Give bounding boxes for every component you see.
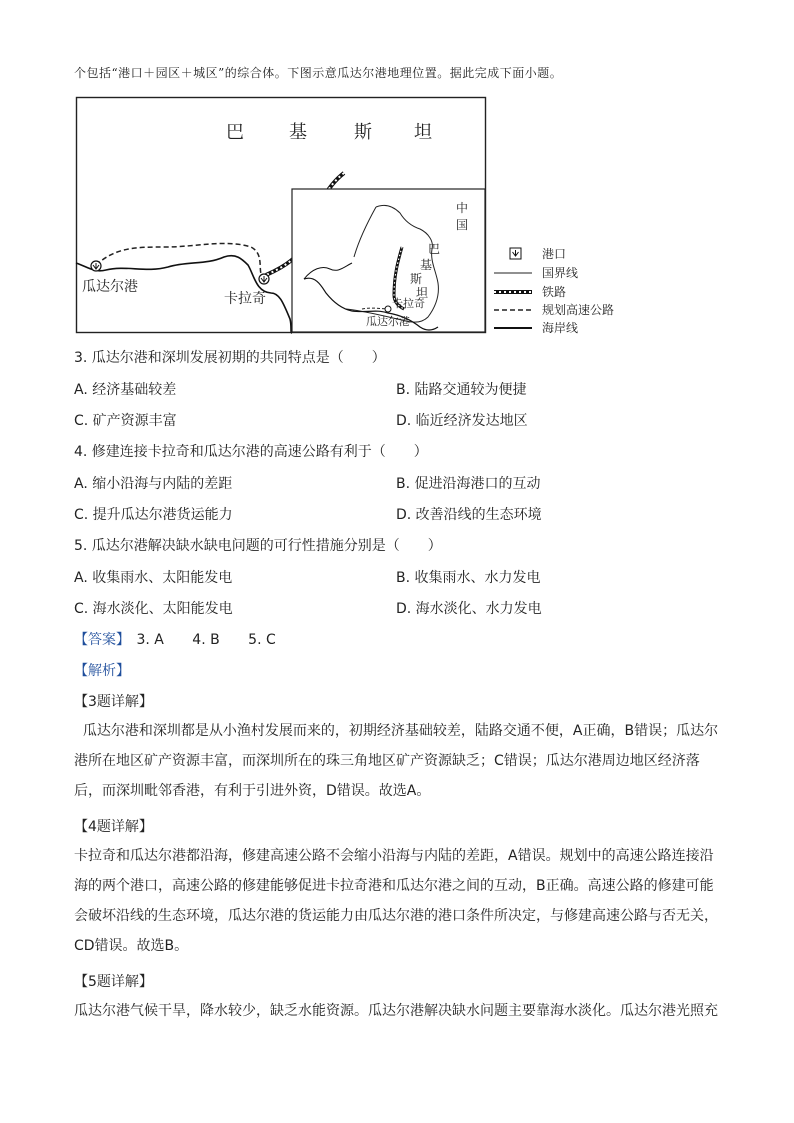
karachi-port-icon (259, 274, 269, 284)
answer-item-3: 3. A (136, 632, 164, 648)
legend-railway-label: 铁路 (542, 285, 567, 299)
detail-4-paragraph: 卡拉奇和瓜达尔港都沿海，修建高速公路不会缩小沿海与内陆的差距，A错误。规划中的高速公路连接沿海的两个港口，高速公路的修建能够促进卡拉奇港和瓜达尔港之间的互动，B正确。高速公路的修建可能会破坏沿线的生态环境，瓜达尔港的货运能力由瓜达尔港的港口条件所决定，与修建高速公路与否无关，CD错误。故选B。 (74, 848, 718, 954)
inset-pak-char-1: 巴 (428, 242, 441, 256)
q3-option-c[interactable]: C. 矿产资源丰富 (74, 413, 177, 429)
legend-coast-label: 海岸线 (542, 321, 579, 335)
q4-option-a[interactable]: A. 缩小沿海与内陆的差距 (74, 476, 233, 492)
q5-option-c[interactable]: C. 海水淡化、太阳能发电 (74, 601, 233, 617)
q5-option-a[interactable]: A. 收集雨水、太阳能发电 (74, 570, 233, 586)
detail-5-paragraph: 瓜达尔港气候干旱，降水较少，缺乏水能资源。瓜达尔港解决缺水问题主要靠海水淡化。瓜达尔港光照充 (74, 1003, 718, 1019)
answer-line (74, 629, 276, 649)
q4-option-b[interactable]: B. 促进沿海港口的互动 (396, 476, 541, 492)
planned-highway-line (96, 243, 264, 279)
inset-pak-char-2: 基 (420, 258, 433, 272)
q3-option-a[interactable]: A. 经济基础较差 (74, 382, 177, 398)
answer-tag: 【答案】 (74, 632, 130, 648)
detail-3-paragraph: 瓜达尔港和深圳都是从小渔村发展而来的，初期经济基础较差，陆路交通不便，A正确，B错误；瓜达尔港所在地区矿产资源丰富，而深圳所在的珠三角地区矿产资源缺乏；C错误；瓜达尔港周边地区经济落后，而深圳毗邻香港，有利于引进外资，D错误。故选A。 (74, 723, 719, 799)
q4-option-d[interactable]: D. 改善沿线的生态环境 (396, 507, 542, 523)
inset-pak-char-3: 斯 (410, 272, 423, 286)
detail-5-title: 【5题详解】 (74, 974, 153, 990)
inset-pak-char-4: 坦 (416, 286, 429, 300)
q3-option-b[interactable]: B. 陆路交通较为便捷 (396, 382, 527, 398)
q5-option-b[interactable]: B. 收集雨水、水力发电 (396, 570, 541, 586)
location-map (76, 97, 624, 335)
q5-option-d[interactable]: D. 海水淡化、水力发电 (396, 601, 542, 617)
q4-option-c[interactable]: C. 提升瓜达尔港货运能力 (74, 507, 233, 523)
inset-china-char-2: 国 (456, 218, 469, 232)
inset-china-char-1: 中 (456, 201, 469, 215)
inset-karachi-label: 卡拉奇 (392, 297, 425, 310)
legend-border-label: 国界线 (542, 266, 579, 280)
inset-port-icon (385, 306, 391, 312)
inset-gwadar-label: 瓜达尔港 (366, 315, 410, 328)
detail-4-text (74, 841, 724, 961)
question-4-stem: 4. 修建连接卡拉奇和瓜达尔港的高速公路有利于（ ） (74, 444, 428, 460)
detail-3-text (74, 716, 724, 806)
question-5-stem: 5. 瓜达尔港解决缺水缺电问题的可行性措施分别是（ ） (74, 538, 442, 554)
detail-5-text (74, 996, 724, 1026)
legend-port-label: 港口 (542, 247, 567, 261)
country-char-3: 斯 (354, 122, 372, 143)
analysis-tag: 【解析】 (74, 663, 130, 679)
country-char-2: 基 (289, 122, 307, 143)
karachi-label: 卡拉奇 (224, 291, 266, 307)
q3-option-d[interactable]: D. 临近经济发达地区 (396, 413, 528, 429)
detail-3-title: 【3题详解】 (74, 694, 153, 710)
country-char-4: 坦 (414, 122, 432, 143)
detail-4-title: 【4题详解】 (74, 819, 153, 835)
country-char-1: 巴 (226, 122, 244, 143)
legend-port-icon (510, 248, 521, 259)
map-legend (494, 246, 614, 335)
question-3-stem: 3. 瓜达尔港和深圳发展初期的共同特点是（ ） (74, 350, 386, 366)
gwadar-label: 瓜达尔港 (82, 279, 138, 295)
answer-item-4: 4. B (192, 632, 220, 648)
answer-item-5: 5. C (248, 632, 276, 648)
legend-highway-label: 规划高速公路 (542, 303, 615, 317)
gwadar-port-icon (91, 261, 101, 271)
intro-text: 个包括“港口＋园区＋城区”的综合体。下图示意瓜达尔港地理位置。据此完成下面小题。 (74, 66, 563, 80)
